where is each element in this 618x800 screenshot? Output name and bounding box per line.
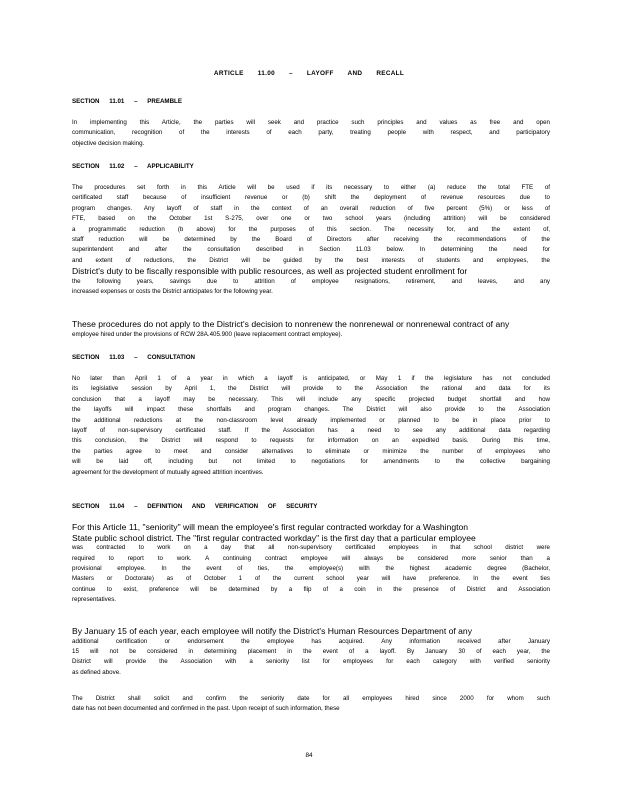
text-line: certificated staff because of insufficient revenue or (b) shift the deployment of revenue resources due to [72, 194, 550, 202]
text-line: These procedures do not apply to the District's decision to nonrenew the nonrenewal or nonrenewal contract of any [72, 319, 510, 329]
text-line: provisional employee. In the event of ties, the employee(s) with the highest academic degree (Bachelor, [72, 564, 550, 572]
section-body-consultation [72, 374, 550, 478]
text-line: the additional reductions at the non-classroom level already implemented or planned to be in place prior to [72, 416, 550, 424]
text-line: date has not been documented and confirmed in the past. Upon receipt of such information, these [72, 705, 340, 713]
text-line: its legislative session by April 1, the District will provide to the Association the rational and data for its [72, 385, 550, 393]
section-body-applicability [72, 183, 550, 298]
text-line: 15 will not be considered in determining placement in the event of a layoff. By January 30 of each year, the [72, 647, 550, 655]
text-line: conclusion that a layoff may be necessary. This will include any specific projected budget shortfall and how [72, 395, 550, 403]
text-line: the following years, savings due to attrition of employee resignations, retirement, and leaves, and any [72, 277, 550, 285]
text-line: increased expenses or costs the District anticipates for the following year. [72, 288, 273, 296]
text-line: No later than April 1 of a year in which a layoff is anticipated, or May 1 if the legislature has not concluded [72, 375, 550, 382]
text-line: District will provide the Association with a seniority list for employees for each category with verified seniority [72, 658, 550, 666]
text-line: layoff of non-supervisory certificated staff. If the Association has a need to see any additional data regarding [72, 426, 550, 434]
text-line: The procedures set forth in this Article will be used if its necessary to either (a) reduce the total FTE of [72, 184, 550, 191]
text-line: objective decision making. [72, 139, 145, 147]
article-title: ARTICLE 11.00 – LAYOFF AND RECALL [213, 70, 405, 77]
text-line: was contracted to work on a day that all non-supervisory certificated employees in that school district were [72, 544, 550, 552]
text-line: this conclusion, the District will respond to requests for information on an expedited basis. During this time, [72, 437, 550, 445]
text-line: as defined above. [72, 668, 121, 676]
section-body-applicability-note [72, 319, 550, 340]
text-line: District's duty to be fiscally responsible with public resources, as well as projected student enrollment for [72, 266, 468, 277]
section-body-certification [72, 626, 550, 678]
text-line: For this Article 11, "seniority" will mean the employee's first regular contracted workday for a Washington [72, 522, 469, 532]
text-line: representatives. [72, 596, 117, 604]
text-line: the parties agree to meet and consider alternatives to eliminate or minimize the number of employees who [72, 447, 550, 455]
text-line: The District shall solicit and confirm the seniority date for all employees hired since 2000 for whom such [72, 695, 550, 702]
text-line: Masters or Doctorate) as of October 1 of the current school year will have preference. In the event ties [72, 575, 550, 583]
text-line: In implementing this Article, the parties will seek and practice such principles and values as free and open [72, 119, 550, 126]
text-line: the layoffs will impact these shortfalls and program changes. The District will also provide to the Association [72, 406, 550, 414]
page-number: 84 [305, 752, 313, 759]
text-line: staff reduction will be determined by the Board of Directors after receiving the recommendations of the [72, 235, 550, 243]
text-line: and extent of reductions, the District will be guided by the best interests of students and employees, the [72, 256, 550, 264]
section-heading-consultation: SECTION 11.03 – CONSULTATION [72, 354, 196, 361]
text-line: continue to exist, preference will be determined by a flip of a coin in the presence of District and Association [72, 585, 550, 593]
text-line: agreement for the development of mutually agreed attrition incentives. [72, 468, 264, 476]
text-line: FTE, based on the October 1st S-275, over one or two school years (including attrition) will be considered [72, 215, 550, 223]
text-line: will be laid off, including but not limited to negotiations for amendments to the collective bargaining [72, 458, 550, 466]
text-line: communication, recognition of the interests of each party, treating people with respect, and participatory [72, 129, 550, 137]
text-line: program changes. Any layoff of staff in the context of an overall reduction of five percent (5%) or less of [72, 204, 550, 212]
text-line: superintendent and after the consultation described in Section 11.03 below. In determining the need for [72, 246, 550, 254]
text-line: a programmatic reduction (b above) for the purposes of this section. The necessity for, and the extent of, [72, 225, 550, 233]
section-body-confirmation [72, 694, 550, 715]
section-body-preamble [72, 118, 550, 149]
section-heading-seniority: SECTION 11.04 – DEFINITION AND VERIFICATION OF SECURITY [72, 503, 318, 510]
section-heading-applicability: SECTION 11.02 – APPLICABILITY [72, 163, 194, 170]
section-heading-preamble: SECTION 11.01 – PREAMBLE [72, 98, 182, 105]
text-line: employee hired under the provisions of RCW 28A.405.900 (leave replacement contract employee). [72, 330, 343, 338]
text-line: required to report to work. A continuing contract employee will always be considered more senior than a [72, 554, 550, 562]
text-line: additional certification or endorsement the employee has acquired. Any information received after January [72, 637, 550, 645]
text-line: State public school district. The "first regular contracted workday" is the first day that a particular employee [72, 532, 476, 543]
section-body-seniority [72, 522, 550, 606]
text-line: By January 15 of each year, each employee will notify the District's Human Resources Department of any [72, 626, 473, 636]
